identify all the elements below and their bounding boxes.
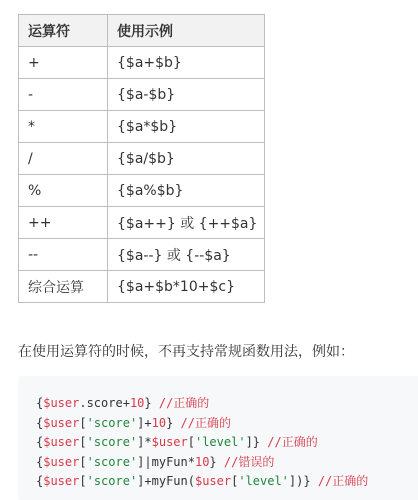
- example-cell: {$a/$b}: [108, 143, 265, 175]
- code-token: $user: [194, 474, 232, 488]
- operator-cell: /: [19, 143, 108, 175]
- operator-cell: ++: [19, 207, 108, 239]
- code-token: [: [79, 435, 87, 449]
- code-token: $user: [43, 474, 80, 488]
- code-token: $user: [43, 415, 80, 430]
- operator-cell: %: [19, 175, 108, 207]
- code-token: ]}: [245, 435, 268, 449]
- code-token: }: [166, 415, 181, 430]
- code-line: [36, 394, 418, 414]
- code-token: //错误的: [223, 454, 275, 469]
- code-token: 10: [194, 454, 210, 469]
- code-token: 'level': [194, 435, 246, 449]
- code-line: [36, 472, 418, 492]
- table-row: [19, 143, 265, 175]
- code-token: [: [79, 415, 87, 430]
- code-token: {: [36, 454, 44, 469]
- code-token: .score+: [79, 396, 130, 410]
- operator-cell: 综合运算: [19, 271, 108, 303]
- code-token: //正确的: [158, 396, 210, 410]
- column-header-operator: 运算符: [19, 15, 108, 47]
- table-header-row: [19, 15, 265, 47]
- example-cell: {$a+$b*10+$c}: [108, 271, 265, 303]
- code-token: }: [209, 454, 224, 469]
- table-row: [19, 239, 265, 271]
- code-token: //正确的: [180, 415, 231, 430]
- code-token: 'level': [238, 474, 289, 488]
- code-token: {: [36, 415, 44, 430]
- code-token: $user: [43, 396, 80, 410]
- code-token: ]*: [137, 435, 152, 449]
- example-cell: {$a%$b}: [108, 175, 265, 207]
- operator-cell: +: [19, 47, 108, 79]
- operator-cell: -: [19, 79, 108, 111]
- table-row: [19, 111, 265, 143]
- code-token: //正确的: [317, 474, 369, 488]
- code-token: [: [79, 474, 87, 488]
- code-token: {: [36, 396, 44, 410]
- code-token: 10: [129, 396, 145, 410]
- example-cell: {$a*$b}: [108, 111, 265, 143]
- code-line: [36, 453, 418, 473]
- example-cell: {$a+$b}: [108, 47, 265, 79]
- code-token: 'score': [86, 435, 138, 449]
- code-token: ])}: [288, 474, 318, 488]
- code-token: ]|myFun*: [137, 454, 195, 469]
- code-token: [: [231, 474, 239, 488]
- table-row: [19, 175, 265, 207]
- code-token: [: [187, 435, 195, 449]
- code-line: [36, 414, 418, 434]
- code-token: {: [36, 435, 44, 449]
- code-token: {: [36, 474, 44, 488]
- example-cell: {$a-$b}: [108, 79, 265, 111]
- code-token: ]+: [137, 415, 152, 430]
- code-token: [: [79, 454, 87, 469]
- table-row: [19, 79, 265, 111]
- table-row: [19, 207, 265, 239]
- code-token: $user: [43, 454, 80, 469]
- intro-paragraph: 在使用运算符的时候，不再支持常规函数用法，例如：: [18, 344, 354, 360]
- operator-table: [18, 14, 265, 303]
- table-row: [19, 47, 265, 79]
- code-token: }: [144, 396, 159, 410]
- code-token: //正确的: [267, 435, 318, 449]
- code-token: 'score': [86, 454, 138, 469]
- code-token: $user: [151, 435, 188, 449]
- code-token: ]+myFun(: [137, 474, 195, 488]
- code-token: 10: [151, 415, 167, 430]
- column-header-example: 使用示例: [108, 15, 265, 47]
- example-cell: {$a--} 或 {--$a}: [108, 239, 265, 271]
- code-token: 'score': [86, 415, 138, 430]
- code-block: [18, 376, 418, 500]
- code-line: [36, 433, 418, 453]
- operator-cell: *: [19, 111, 108, 143]
- code-token: 'score': [86, 474, 138, 488]
- operator-cell: --: [19, 239, 108, 271]
- table-row: [19, 271, 265, 303]
- code-token: $user: [43, 435, 80, 449]
- example-cell: {$a++} 或 {++$a}: [108, 207, 265, 239]
